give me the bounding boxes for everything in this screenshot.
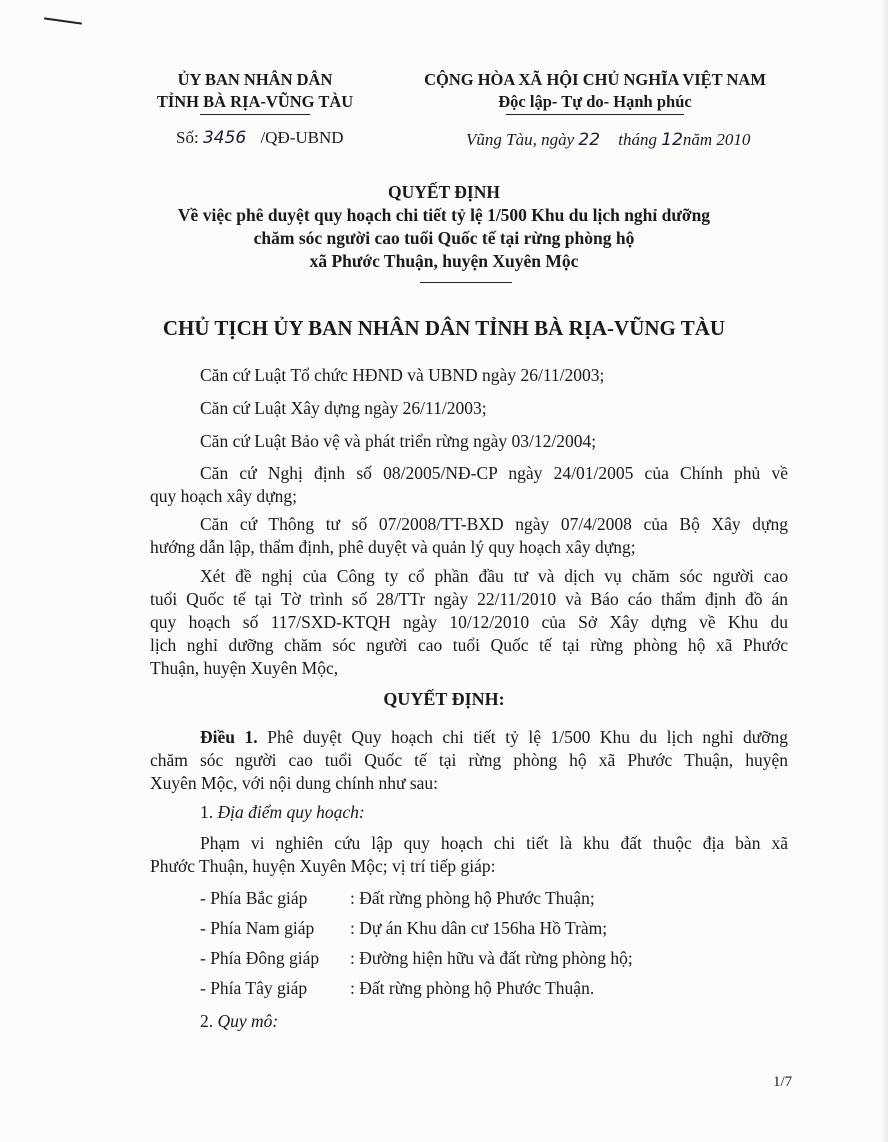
basis-6-line3: quy hoạch số 117/SXD-KTQH ngày 10/12/2010 của Sở Xây dựng về Khu du bbox=[150, 612, 788, 632]
title-underline bbox=[420, 282, 512, 283]
basis-5-line1: Căn cứ Thông tư số 07/2008/TT-BXD ngày 07/4/2008 của Bộ Xây dựng bbox=[200, 514, 788, 534]
decision-heading: QUYẾT ĐỊNH: bbox=[383, 689, 505, 709]
issuer-name-line2: TỈNH BÀ RỊA-VŨNG TÀU bbox=[156, 92, 354, 111]
basis-6-line2: tuổi Quốc tế tại Tờ trình số 28/TTr ngày 22/11/2010 và Báo cáo thẩm định đồ án bbox=[150, 589, 788, 609]
article-1-line3: Xuyên Mộc, với nội dung chính như sau: bbox=[150, 773, 439, 793]
date-place: Vũng Tàu, ngày bbox=[466, 130, 575, 149]
section-1-title: Địa điểm quy hoạch: bbox=[217, 802, 365, 822]
date-day-handwritten: 22 bbox=[578, 130, 601, 150]
border-south-label: - Phía Nam giáp bbox=[200, 918, 315, 938]
basis-6-line1: Xét đề nghị của Công ty cổ phần đầu tư và dịch vụ chăm sóc người cao bbox=[200, 566, 788, 586]
document-number bbox=[176, 128, 344, 148]
section-1-heading bbox=[200, 802, 365, 823]
subject-line-1: Về việc phê duyệt quy hoạch chi tiết tỷ lệ 1/500 Khu du lịch nghỉ dưỡng bbox=[177, 205, 711, 225]
page-number: 1/7 bbox=[773, 1074, 793, 1090]
border-west bbox=[200, 978, 594, 999]
subject-line-3: xã Phước Thuận, huyện Xuyên Mộc bbox=[309, 251, 579, 271]
basis-6-line5: Thuận, huyện Xuyên Mộc, bbox=[150, 658, 339, 678]
national-title: CỘNG HÒA XÃ HỘI CHỦ NGHĨA VIỆT NAM bbox=[424, 70, 766, 89]
national-motto: Độc lập- Tự do- Hạnh phúc bbox=[498, 92, 692, 111]
article-1-line1 bbox=[200, 727, 788, 748]
border-south bbox=[200, 918, 607, 939]
section-1-para-line1: Phạm vi nghiên cứu lập quy hoạch chi tiết là khu đất thuộc địa bàn xã bbox=[200, 833, 788, 853]
number-handwritten: 3456 bbox=[202, 128, 247, 148]
basis-5-line2: hướng dẫn lập, thẩm định, phê duyệt và quản lý quy hoạch xây dựng; bbox=[150, 537, 636, 557]
scan-pen-mark bbox=[44, 17, 82, 24]
border-east bbox=[200, 948, 633, 969]
basis-4-line2: quy hoạch xây dựng; bbox=[150, 486, 298, 506]
date-month-label: tháng bbox=[618, 130, 658, 149]
border-east-label: - Phía Đông giáp bbox=[200, 948, 320, 968]
page-edge-shadow bbox=[882, 0, 888, 1142]
authority-heading: CHỦ TỊCH ỦY BAN NHÂN DÂN TỈNH BÀ RỊA-VŨNG TÀU bbox=[162, 316, 726, 340]
subject-line-2: chăm sóc người cao tuổi Quốc tế tại rừng phòng hộ bbox=[253, 228, 635, 248]
border-north-value: : Đất rừng phòng hộ Phước Thuận; bbox=[350, 888, 595, 908]
basis-2: Căn cứ Luật Xây dựng ngày 26/11/2003; bbox=[200, 398, 487, 418]
section-2-number: 2. bbox=[200, 1011, 214, 1031]
article-1-text: Phê duyệt Quy hoạch chi tiết tỷ lệ 1/500 Khu du lịch nghỉ dưỡng bbox=[267, 727, 789, 747]
border-west-label: - Phía Tây giáp bbox=[200, 978, 308, 998]
decision-title: QUYẾT ĐỊNH bbox=[388, 182, 500, 202]
section-1-para-line2: Phước Thuận, huyện Xuyên Mộc; vị trí tiếp giáp: bbox=[150, 856, 496, 876]
article-1-label: Điều 1. bbox=[200, 727, 258, 747]
article-1-line2: chăm sóc người cao tuổi Quốc tế tại rừng phòng hộ xã Phước Thuận, huyện bbox=[150, 750, 788, 770]
border-south-value: : Dự án Khu dân cư 156ha Hồ Tràm; bbox=[350, 918, 608, 938]
basis-6-line4: lịch nghỉ dưỡng chăm sóc người cao tuổi Quốc tế tại rừng phòng hộ xã Phước bbox=[150, 635, 788, 655]
border-north bbox=[200, 888, 595, 909]
border-west-value: : Đất rừng phòng hộ Phước Thuận. bbox=[350, 978, 595, 998]
number-label: Số: bbox=[176, 128, 199, 147]
issue-date bbox=[466, 130, 750, 150]
basis-1: Căn cứ Luật Tổ chức HĐND và UBND ngày 26/11/2003; bbox=[200, 365, 605, 385]
basis-4-line1: Căn cứ Nghị định số 08/2005/NĐ-CP ngày 24/01/2005 của Chính phủ về bbox=[200, 463, 788, 483]
border-east-value: : Đường hiện hữu và đất rừng phòng hộ; bbox=[350, 948, 633, 968]
section-2-title: Quy mô: bbox=[217, 1011, 279, 1031]
number-suffix: /QĐ-UBND bbox=[260, 128, 344, 147]
date-year: năm 2010 bbox=[682, 130, 751, 149]
issuer-underline bbox=[200, 114, 310, 115]
border-north-label: - Phía Bắc giáp bbox=[200, 888, 308, 908]
section-1-number: 1. bbox=[200, 802, 214, 822]
motto-underline bbox=[506, 114, 684, 115]
basis-3: Căn cứ Luật Bảo vệ và phát triển rừng ngày 03/12/2004; bbox=[200, 431, 597, 451]
issuer-name-line1: ỦY BAN NHÂN DÂN bbox=[177, 70, 333, 89]
section-2-heading bbox=[200, 1011, 278, 1032]
date-month-handwritten: 12 bbox=[661, 130, 683, 150]
